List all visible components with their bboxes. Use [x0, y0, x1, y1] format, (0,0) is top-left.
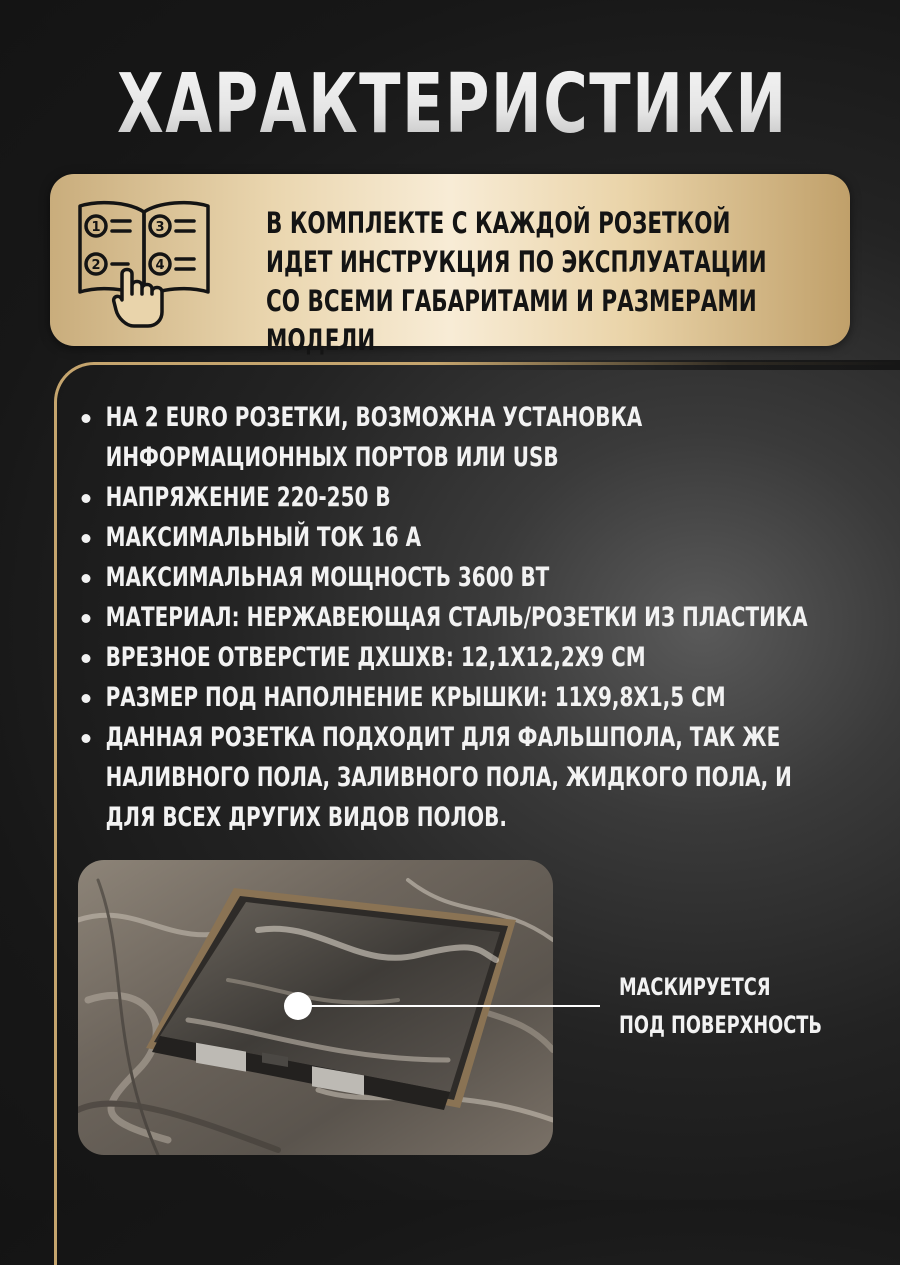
- icon-number-1: 1: [91, 220, 101, 235]
- spec-item: [76, 558, 831, 598]
- spec-text: РАЗМЕР ПОД НАПОЛНЕНИЕ КРЫШКИ: 11Х9,8Х1,5 СМ: [105, 682, 726, 713]
- callout-label: [619, 968, 841, 1044]
- bullet-icon: [81, 534, 90, 543]
- instruction-banner: [50, 174, 850, 357]
- spec-text: ДАННАЯ РОЗЕТКА ПОДХОДИТ ДЛЯ ФАЛЬШПОЛА, ТАК ЖЕ НАЛИВНОГО ПОЛА, ЗАЛИВНОГО ПОЛА, ЖИДКОГО ПОЛА, И ДЛЯ ВСЕХ ДРУГИХ ВИДОВ ПОЛОВ.: [105, 722, 792, 833]
- bullet-icon: [81, 574, 90, 583]
- callout-line-1: МАСКИРУЕТСЯ: [619, 973, 771, 1001]
- bullet-icon: [81, 694, 90, 703]
- bullet-icon: [81, 654, 90, 663]
- spec-item: [76, 678, 831, 718]
- bullet-icon: [81, 614, 90, 623]
- spec-item: [76, 518, 831, 558]
- icon-number-2: 2: [91, 258, 101, 273]
- frame-border-fade: [54, 360, 900, 370]
- banner-text: В КОМПЛЕКТЕ С КАЖДОЙ РОЗЕТКОЙ ИДЕТ ИНСТРУКЦИЯ ПО ЭКСПЛУАТАЦИИ СО ВСЕМИ ГАБАРИТАМИ И РАЗМЕРАМИ МОДЕЛИ: [266, 206, 767, 357]
- icon-number-4: 4: [155, 258, 165, 273]
- spec-item: [76, 638, 831, 678]
- specs-list: [76, 398, 831, 838]
- bullet-icon: [81, 414, 90, 423]
- callout-line-2: ПОД ПОВЕРХНОСТЬ: [619, 1011, 822, 1039]
- page-title: ХАРАКТЕРИСТИКИ: [117, 30, 783, 180]
- spec-text: НА 2 EURO РОЗЕТКИ, ВОЗМОЖНА УСТАНОВКА ИНФОРМАЦИОННЫХ ПОРТОВ ИЛИ USB: [105, 402, 643, 473]
- bullet-icon: [81, 494, 90, 503]
- callout-dot: [284, 992, 312, 1020]
- spec-text: МАКСИМАЛЬНЫЙ ТОК 16 А: [105, 522, 422, 553]
- spec-item: [76, 718, 831, 838]
- icon-number-3: 3: [155, 220, 165, 235]
- spec-text: ВРЕЗНОЕ ОТВЕРСТИЕ ДХШХВ: 12,1Х12,2Х9 СМ: [105, 642, 646, 673]
- spec-item: [76, 598, 831, 638]
- spec-text: МАТЕРИАЛ: НЕРЖАВЕЮЩАЯ СТАЛЬ/РОЗЕТКИ ИЗ ПЛАСТИКА: [105, 602, 808, 633]
- spec-text: НАПРЯЖЕНИЕ 220-250 В: [105, 482, 391, 513]
- callout-line: [298, 1005, 600, 1007]
- bullet-icon: [81, 734, 90, 743]
- spec-item: [76, 398, 831, 478]
- instruction-manual-icon: [74, 194, 214, 329]
- spec-text: МАКСИМАЛЬНАЯ МОЩНОСТЬ 3600 ВТ: [105, 562, 550, 593]
- spec-item: [76, 478, 831, 518]
- product-photo: [78, 860, 553, 1155]
